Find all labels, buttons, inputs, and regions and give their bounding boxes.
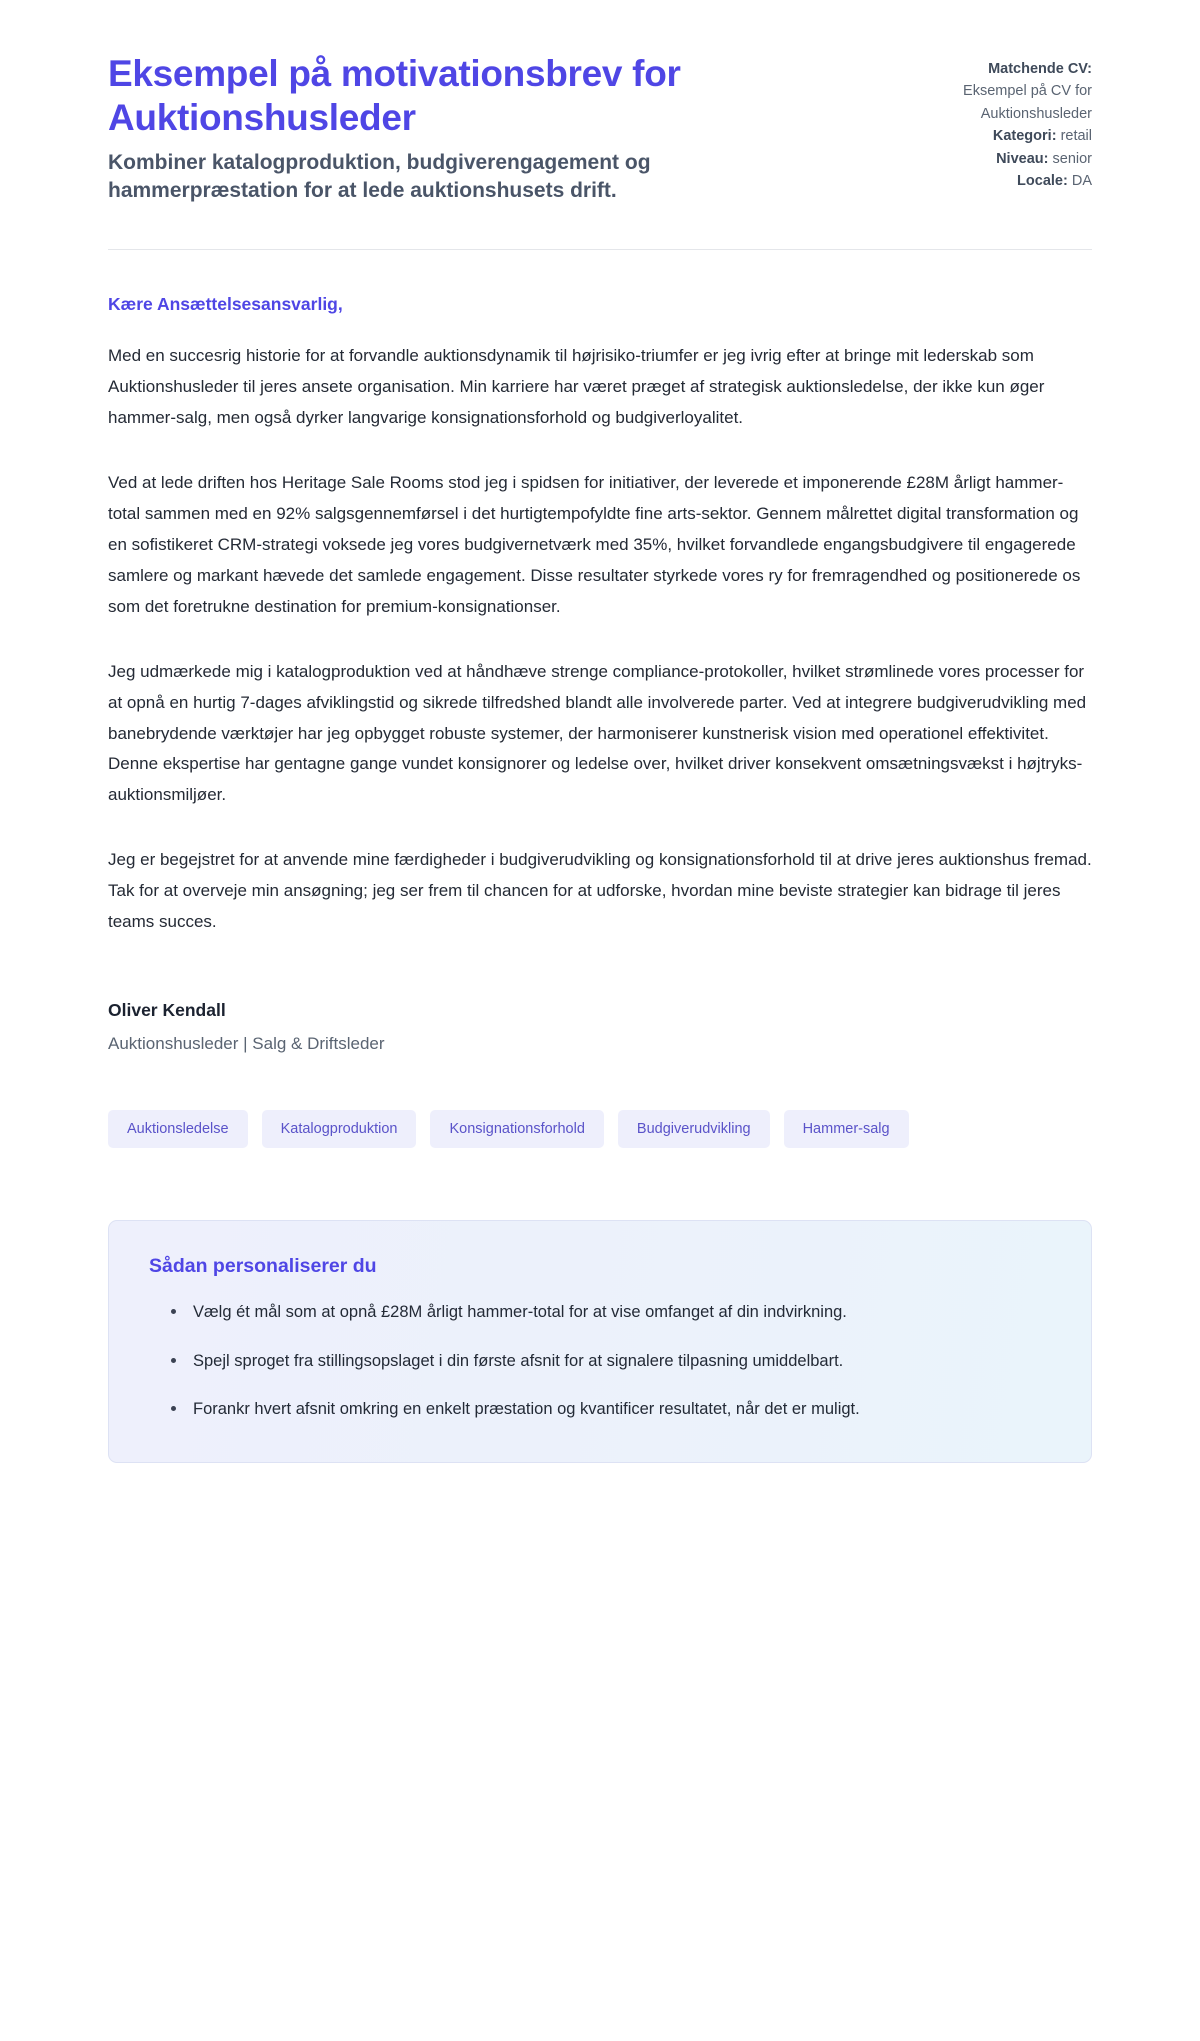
- letter-paragraph: Jeg udmærkede mig i katalogproduktion ved at håndhæve strenge compliance-protokoller, hvilket strømlinede vores processer for at opnå en hurtig 7-dages afviklingstid og sikrede tilfredshed blandt alle involverede parter. Ved at integrere budgiverudvikling med banebrydende værktøjer har jeg opbygget robuste systemer, der harmoniserer kunstnerisk vision med operationel effektivitet. Denne ekspertise har gentagne gange vundet konsignorer og ledelse over, hvilket driver konsekvent omsætningsvækst i højtryks-auktionsmiljøer.: [108, 661, 1087, 805]
- tag-chip[interactable]: Hammer-salg: [784, 1110, 909, 1148]
- document-header: [108, 52, 1092, 205]
- letter-paragraph: Ved at lede driften hos Heritage Sale Rooms stod jeg i spidsen for initiativer, der leverede et imponerende £28M årligt hammer-total sammen med en 92% salgsgennemførsel i det hurtigtempofyldte fine arts-sektor. Gennem målrettet digital transformation og en sofistikeret CRM-strategi voksede jeg vores budgivernetværk med 35%, hvilket forvandlede engangsbudgivere til engagerede samlere og markant hævede det samlede engagement. Disse resultater styrkede vores ry for fremragendhed og positionerede os som det foretrukne destination for premium-konsignationser.: [108, 472, 1081, 616]
- cover-letter-body: [108, 250, 1092, 1054]
- letter-salutation: Kære Ansættelsesansvarlig,: [108, 294, 343, 315]
- page-subtitle: Kombiner katalogproduktion, budgiverengagement og hammerpræstation for at lede auktionshusets drift.: [108, 151, 651, 203]
- callout-tip-item: Forankr hvert afsnit omkring en enkelt præstation og kvantificer resultatet, når det er muligt.: [171, 1395, 1051, 1424]
- meta-locale: [882, 170, 1092, 192]
- meta-matching-cv-value[interactable]: Eksempel på CV for Auktionshusleder: [963, 83, 1092, 122]
- signature-block: [108, 1000, 1092, 1054]
- tag-chip[interactable]: Auktionsledelse: [108, 1110, 248, 1148]
- tag-chip[interactable]: Katalogproduktion: [262, 1110, 417, 1148]
- meta-locale-value: DA: [1071, 173, 1092, 190]
- header-text-block: [108, 52, 808, 205]
- meta-locale-label: Locale:: [1017, 173, 1068, 190]
- tag-list: [108, 1110, 1092, 1148]
- callout-tip-list: [149, 1298, 1051, 1424]
- personalisation-callout: [108, 1220, 1092, 1463]
- meta-level-value: senior: [1052, 150, 1092, 167]
- meta-category-label: Kategori:: [992, 128, 1057, 145]
- meta-matching-cv: [882, 58, 1092, 125]
- signature-name: Oliver Kendall: [108, 1000, 226, 1021]
- callout-tip-item: Vælg ét mål som at opnå £28M årligt hammer-total for at vise omfanget af din indvirkning.: [171, 1298, 1051, 1327]
- meta-category: [882, 125, 1092, 147]
- meta-level: [882, 148, 1092, 170]
- tag-chip[interactable]: Budgiverudvikling: [618, 1110, 770, 1148]
- signature-role: Auktionshusleder | Salg & Driftsleder: [108, 1034, 385, 1054]
- meta-category-value: retail: [1060, 128, 1092, 145]
- callout-tip-item: Spejl sproget fra stillingsopslaget i din første afsnit for at signalere tilpasning umiddelbart.: [171, 1347, 1051, 1376]
- header-meta-panel: [882, 52, 1092, 193]
- page-title: Eksempel på motivationsbrev for Auktionshusleder: [108, 53, 681, 138]
- callout-title: Sådan personaliserer du: [149, 1255, 377, 1278]
- letter-paragraph: Jeg er begejstret for at anvende mine færdigheder i budgiverudvikling og konsignationsforhold til at drive jeres auktionshus fremad. Tak for at overveje min ansøgning; jeg ser frem til chancen for at udforske, hvordan mine beviste strategier kan bidrage til jeres teams succes.: [108, 850, 1092, 932]
- meta-matching-cv-label: Matchende CV:: [988, 61, 1092, 77]
- letter-paragraph: Med en succesrig historie for at forvandle auktionsdynamik til højrisiko-triumfer er jeg ivrig efter at bringe mit lederskab som Auktionshusleder til jeres ansete organisation. Min karriere har været præget af strategisk auktionsledelse, der ikke kun øger hammer-salg, men også dyrker langvarige konsignationsforhold og budgiverloyalitet.: [108, 346, 1045, 428]
- letter-paragraphs: [108, 341, 1092, 938]
- tag-chip[interactable]: Konsignationsforhold: [430, 1110, 603, 1148]
- meta-level-label: Niveau:: [996, 150, 1049, 167]
